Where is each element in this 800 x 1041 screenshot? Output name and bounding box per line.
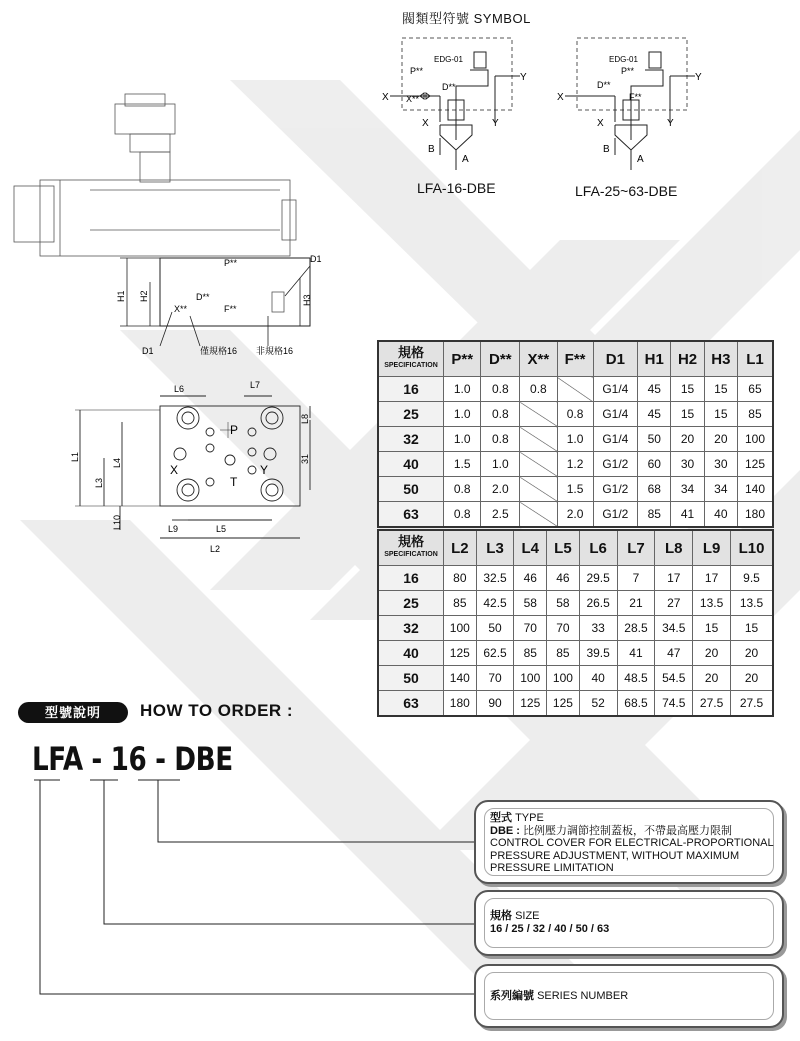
table-cell: 140 (444, 666, 477, 691)
table-cell (520, 427, 557, 452)
table-row (378, 402, 773, 427)
table-cell: 60 (638, 452, 671, 477)
series-heading-cn: 系列編號 (490, 990, 534, 1002)
symbol-label-25-63: LFA-25~63-DBE (575, 183, 678, 199)
table-row (378, 377, 773, 402)
type-desc-line2: CONTROL COVER FOR ELECTRICAL-PROPORTIONAL (490, 837, 774, 849)
col-header: L4 (514, 530, 547, 566)
table-cell (557, 377, 593, 402)
size-heading-en: SIZE (515, 910, 540, 922)
table-cell: 41 (617, 641, 655, 666)
row-spec-cell: 25 (378, 402, 444, 427)
table-cell: 68 (638, 477, 671, 502)
table-cell: 45 (638, 377, 671, 402)
table-cell: 100 (547, 666, 580, 691)
sym16-b-label: B (428, 144, 435, 155)
table-cell (520, 402, 557, 427)
side-h2-label: H2 (139, 290, 149, 302)
table-cell: 125 (737, 452, 773, 477)
table-cell: 15 (730, 616, 773, 641)
side-h3-label: H3 (302, 294, 312, 306)
table-cell: 0.8 (444, 477, 481, 502)
side-h1-label: H1 (116, 290, 126, 302)
table-cell: 46 (547, 566, 580, 591)
table-cell: 85 (514, 641, 547, 666)
plan-l5-label: L5 (216, 524, 227, 534)
table-cell: 7 (617, 566, 655, 591)
order-badge: 型號說明 (18, 702, 128, 723)
row-spec-cell: 50 (378, 666, 444, 691)
size-values: 16 / 25 / 32 / 40 / 50 / 63 (490, 922, 610, 935)
table-cell: 17 (655, 566, 693, 591)
table-cell: 65 (737, 377, 773, 402)
table-cell: 2.0 (557, 502, 593, 528)
series-box (474, 964, 784, 1028)
spec-header-en: SPECIFICATION (384, 362, 438, 369)
table-cell: 45 (638, 402, 671, 427)
table-cell: 0.8 (481, 402, 520, 427)
symbol-diagram-16 (380, 30, 530, 170)
type-desc-line4: PRESSURE LIMITATION (490, 862, 614, 874)
table-cell: 0.8 (481, 427, 520, 452)
table-cell: 50 (476, 616, 514, 641)
symbol-label-16: LFA-16-DBE (417, 180, 496, 196)
plan-l3-label: L3 (94, 477, 104, 488)
table-cell: 30 (704, 452, 737, 477)
spec-header-cn: 規格 (397, 345, 424, 360)
table-cell: 28.5 (617, 616, 655, 641)
sym25-f-label: F** (629, 92, 642, 102)
plan-l8-label: L8 (300, 413, 310, 424)
table-cell: 85 (638, 502, 671, 528)
table-row (378, 641, 773, 666)
sym25-edg-label: EDG-01 (609, 55, 638, 64)
row-spec-cell: 16 (378, 566, 444, 591)
table-cell: 27 (655, 591, 693, 616)
table-cell: 85 (737, 402, 773, 427)
col-header: L2 (444, 530, 477, 566)
plan-l2-label: L2 (210, 544, 221, 554)
order-title: HOW TO ORDER : (140, 701, 294, 720)
size-box (474, 890, 784, 956)
col-header: P** (444, 341, 481, 377)
table-cell: 47 (655, 641, 693, 666)
type-heading-en: TYPE (515, 812, 544, 824)
table-cell: 180 (737, 502, 773, 528)
side-d1-bottom-label: D1 (142, 346, 154, 356)
table-cell: 125 (444, 641, 477, 666)
col-header: D1 (593, 341, 638, 377)
table-cell: G1/2 (593, 452, 638, 477)
plan-l10-label: L10 (112, 514, 122, 530)
table-cell: 50 (638, 427, 671, 452)
table-cell: 1.5 (557, 477, 593, 502)
table-row (378, 616, 773, 641)
table-cell: 125 (547, 691, 580, 717)
row-spec-cell: 40 (378, 641, 444, 666)
col-header: D** (481, 341, 520, 377)
table-cell: 20 (693, 641, 731, 666)
table-cell: 0.8 (444, 502, 481, 528)
side-d-label: D** (196, 292, 210, 302)
series-heading-en: SERIES NUMBER (537, 990, 629, 1002)
table-cell: 13.5 (730, 591, 773, 616)
table-cell: 20 (730, 641, 773, 666)
type-heading-cn: 型式 (490, 812, 512, 824)
table-cell: G1/4 (593, 377, 638, 402)
row-spec-cell: 32 (378, 427, 444, 452)
plan-port-y: Y (260, 463, 269, 477)
size-heading-cn: 規格 (490, 910, 512, 922)
plan-l1-label: L1 (70, 451, 80, 462)
table-cell: 140 (737, 477, 773, 502)
table-cell: 1.0 (557, 427, 593, 452)
table-cell: 42.5 (476, 591, 514, 616)
sym25-x-outer: X (557, 92, 564, 103)
table-cell (520, 452, 557, 477)
spec-header-cell (378, 530, 444, 566)
table-cell: 0.8 (557, 402, 593, 427)
table-cell: 58 (514, 591, 547, 616)
table-cell: 41 (671, 502, 704, 528)
table-cell: G1/2 (593, 502, 638, 528)
table-cell: 90 (476, 691, 514, 717)
plan-31-label: 31 (300, 453, 310, 464)
col-header: H2 (671, 341, 704, 377)
sym25-x-label: X (597, 118, 604, 129)
sym25-b-label: B (603, 144, 610, 155)
sym16-d-label: D** (442, 82, 456, 92)
table-cell (520, 477, 557, 502)
col-header: X** (520, 341, 557, 377)
table-cell: 40 (704, 502, 737, 528)
table-cell: 85 (444, 591, 477, 616)
plan-l7-label: L7 (250, 380, 261, 390)
col-header: H1 (638, 341, 671, 377)
plan-l4-label: L4 (112, 457, 122, 468)
row-spec-cell: 63 (378, 691, 444, 717)
table-cell: 13.5 (693, 591, 731, 616)
table-header-row (378, 341, 773, 377)
table-cell: 17 (693, 566, 731, 591)
row-spec-cell: 63 (378, 502, 444, 528)
spec-table-1 (377, 340, 774, 528)
sym16-p-label: P** (410, 66, 424, 76)
symbol-diagram-25-63 (555, 30, 705, 170)
sym25-d-label: D** (597, 80, 611, 90)
table-cell: 52 (579, 691, 617, 717)
col-header: L9 (693, 530, 731, 566)
table-cell: 26.5 (579, 591, 617, 616)
plan-port-x: X (170, 463, 179, 477)
side-non16-label: 非規格16 (256, 346, 294, 356)
row-spec-cell: 32 (378, 616, 444, 641)
table-row (378, 452, 773, 477)
table-cell: 27.5 (730, 691, 773, 717)
table-cell: 62.5 (476, 641, 514, 666)
order-connector-lines (0, 770, 480, 1010)
table-cell: G1/4 (593, 402, 638, 427)
row-spec-cell: 16 (378, 377, 444, 402)
side-p-label: P** (224, 258, 238, 268)
table-cell: 100 (444, 616, 477, 641)
type-code: DBE : (490, 824, 520, 837)
table-cell (520, 502, 557, 528)
side-only16-label: 僅規格16 (200, 346, 238, 356)
side-f-label: F** (224, 304, 237, 314)
side-d1-label: D1 (310, 254, 322, 264)
table-cell: 80 (444, 566, 477, 591)
table-cell: 58 (547, 591, 580, 616)
table-cell: 70 (547, 616, 580, 641)
table-cell: 33 (579, 616, 617, 641)
side-view-drawing (0, 90, 330, 370)
table-cell: 1.2 (557, 452, 593, 477)
col-header: F** (557, 341, 593, 377)
table-cell: 54.5 (655, 666, 693, 691)
table-cell: 0.8 (520, 377, 557, 402)
table-cell: 125 (514, 691, 547, 717)
table-cell: 74.5 (655, 691, 693, 717)
table-cell: 46 (514, 566, 547, 591)
model-code: LFA - 16 - DBE (32, 740, 233, 778)
table-cell: 100 (514, 666, 547, 691)
table-cell: 30 (671, 452, 704, 477)
table-cell: 0.8 (481, 377, 520, 402)
sym16-a-label: A (462, 154, 469, 165)
symbol-title: 閥類型符號 SYMBOL (402, 11, 531, 26)
sym25-y-outer: Y (695, 72, 702, 83)
table-cell: 1.5 (444, 452, 481, 477)
table-cell: 40 (579, 666, 617, 691)
plan-port-p: P (230, 423, 239, 437)
table-cell: 48.5 (617, 666, 655, 691)
table-cell: 1.0 (444, 402, 481, 427)
table-cell: 85 (547, 641, 580, 666)
type-desc-line3: PRESSURE ADJUSTMENT, WITHOUT MAXIMUM (490, 849, 740, 862)
row-spec-cell: 25 (378, 591, 444, 616)
col-header: L3 (476, 530, 514, 566)
table-cell: 1.0 (481, 452, 520, 477)
col-header: L1 (737, 341, 773, 377)
table-cell: 15 (704, 402, 737, 427)
plan-view-drawing (60, 370, 330, 570)
row-spec-cell: 50 (378, 477, 444, 502)
table-row (378, 566, 773, 591)
table-cell: 15 (671, 377, 704, 402)
table-cell: 20 (730, 666, 773, 691)
sym16-y-outer: Y (520, 72, 527, 83)
sym25-y-label: Y (667, 118, 674, 129)
table-cell: G1/2 (593, 477, 638, 502)
table-cell: 1.0 (444, 377, 481, 402)
table-cell: 9.5 (730, 566, 773, 591)
col-header: L10 (730, 530, 773, 566)
row-spec-cell: 40 (378, 452, 444, 477)
spec-header-cell (378, 341, 444, 377)
spec-header-cn: 規格 (397, 534, 424, 549)
table-cell: 15 (704, 377, 737, 402)
table-cell: 39.5 (579, 641, 617, 666)
table-header-row (378, 530, 773, 566)
table-cell: 29.5 (579, 566, 617, 591)
table-cell: 20 (704, 427, 737, 452)
table-cell: 2.5 (481, 502, 520, 528)
table-cell: 15 (671, 402, 704, 427)
table-row (378, 691, 773, 717)
sym25-a-label: A (637, 154, 644, 165)
plan-l9-label: L9 (168, 524, 179, 534)
table-cell: 70 (476, 666, 514, 691)
table-cell: 100 (737, 427, 773, 452)
sym16-x-label: X (422, 118, 429, 129)
table-cell: G1/4 (593, 427, 638, 452)
table-cell: 34 (704, 477, 737, 502)
table-cell: 68.5 (617, 691, 655, 717)
plan-port-t: T (230, 475, 238, 489)
table-cell: 1.0 (444, 427, 481, 452)
table-cell: 2.0 (481, 477, 520, 502)
table-cell: 70 (514, 616, 547, 641)
table-cell: 34 (671, 477, 704, 502)
sym16-x-outer: X (382, 92, 389, 103)
sym16-y-label: Y (492, 118, 499, 129)
side-x-label: X** (174, 304, 188, 314)
table-cell: 21 (617, 591, 655, 616)
table-cell: 34.5 (655, 616, 693, 641)
table-row (378, 427, 773, 452)
col-header: L7 (617, 530, 655, 566)
table-row (378, 666, 773, 691)
sym25-p-label: P** (621, 66, 635, 76)
table-cell: 32.5 (476, 566, 514, 591)
sym16-xcap-label: X** (406, 94, 420, 104)
col-header: L5 (547, 530, 580, 566)
type-desc-cn: 比例壓力調節控制蓋板，不帶最高壓力限制 (523, 824, 733, 837)
col-header: L6 (579, 530, 617, 566)
sym16-edg-label: EDG-01 (434, 55, 463, 64)
spec-table-2 (377, 529, 774, 717)
spec-header-en: SPECIFICATION (384, 551, 438, 558)
table-cell: 27.5 (693, 691, 731, 717)
plan-l6-label: L6 (174, 384, 185, 394)
type-box (474, 800, 784, 884)
col-header: H3 (704, 341, 737, 377)
table-cell: 20 (693, 666, 731, 691)
col-header: L8 (655, 530, 693, 566)
table-cell: 20 (671, 427, 704, 452)
table-row (378, 477, 773, 502)
table-row (378, 591, 773, 616)
table-cell: 180 (444, 691, 477, 717)
table-row (378, 502, 773, 528)
table-cell: 15 (693, 616, 731, 641)
